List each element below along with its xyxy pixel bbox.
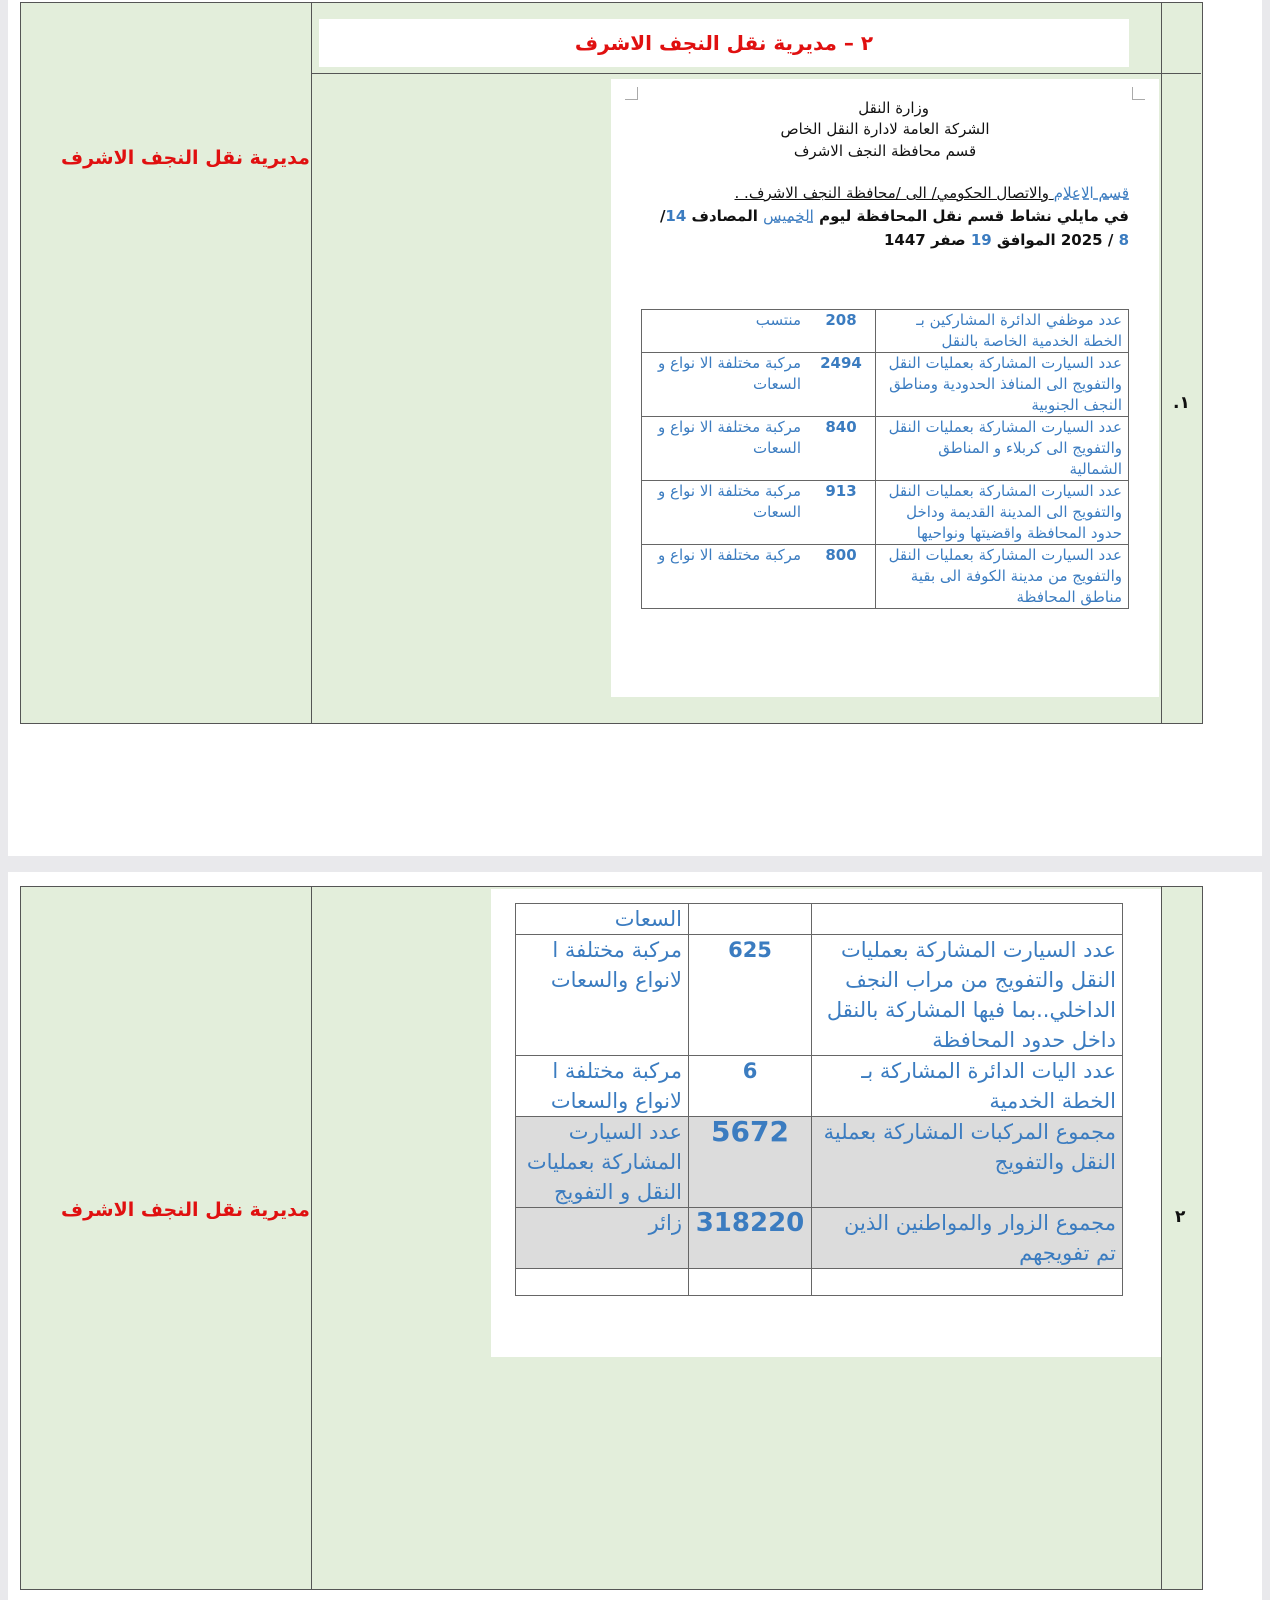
letter-image bbox=[611, 79, 1159, 697]
row-unit: السعات bbox=[516, 904, 689, 935]
row-value: 840 bbox=[807, 417, 876, 481]
row-desc: عدد موظفي الدائرة المشاركين بـ الخطة الخدمية الخاصة بالنقل bbox=[876, 310, 1129, 353]
section-heading: ٢ – مديرية نقل النجف الاشرف bbox=[574, 31, 874, 55]
date-month: 8 bbox=[1118, 231, 1129, 249]
row-desc: عدد السيارت المشاركة بعمليات النقل والتفويج الى المنافذ الحدودية ومناطق النجف الجنوبية bbox=[876, 353, 1129, 417]
row-value: 2494 bbox=[807, 353, 876, 417]
row-value: 913 bbox=[807, 481, 876, 545]
letter-body-line-2 bbox=[884, 231, 1129, 249]
margin-mark bbox=[625, 87, 638, 100]
date-text: / 2025 الموافق bbox=[991, 231, 1119, 249]
column-divider bbox=[311, 887, 312, 1589]
column-divider bbox=[311, 3, 312, 723]
row-unit: عدد السيارت المشاركة بعمليات النقل و التفويج bbox=[516, 1117, 689, 1208]
row-unit: مركبة مختلفة ا لانواع والسعات bbox=[516, 935, 689, 1056]
row-unit: مركبة مختلفة الا نواع و السعات bbox=[642, 481, 808, 545]
body-day-num: 14 bbox=[665, 207, 687, 225]
body-text: في مايلي نشاط قسم نقل المحافظة ليوم bbox=[813, 207, 1129, 225]
body-day: الخميس bbox=[763, 207, 814, 225]
recipient-dept: قسم الاعلام bbox=[1053, 184, 1129, 202]
row-value bbox=[689, 1269, 812, 1296]
row-desc: عدد السيارت المشاركة بعمليات النقل والتفويج من مراب النجف الداخلي..بما فيها المشاركة بالنقل داخل حدود المحافظة bbox=[812, 935, 1123, 1056]
column-divider bbox=[1161, 3, 1162, 723]
row-desc: مجموع الزوار والمواطنين الذين تم تفويجهم bbox=[812, 1208, 1123, 1269]
row-desc: عدد السيارت المشاركة بعمليات النقل والتفويج من مدينة الكوفة الى بقية مناطق المحافظة bbox=[876, 545, 1129, 609]
row-desc bbox=[812, 1269, 1123, 1296]
letter-header-3: قسم محافظة النجف الاشرف bbox=[793, 142, 977, 160]
row-unit: زائر bbox=[516, 1208, 689, 1269]
body-slash: / bbox=[659, 207, 666, 225]
table-row bbox=[516, 1117, 1123, 1208]
activity-table-2 bbox=[515, 903, 1123, 1296]
table-image bbox=[491, 889, 1161, 1357]
table-row bbox=[516, 1269, 1123, 1296]
row-unit: منتسب bbox=[642, 310, 808, 353]
recipient-rest: والاتصال الحكومي/ الى /محافظة النجف الاشرف. . bbox=[734, 184, 1054, 202]
table-row bbox=[642, 545, 1129, 609]
table-row bbox=[642, 353, 1129, 417]
row-unit: مركبة مختلفة ا لانواع والسعات bbox=[516, 1056, 689, 1117]
margin-mark bbox=[1132, 87, 1145, 100]
hijri-day: 19 bbox=[970, 231, 992, 249]
page-1 bbox=[8, 0, 1262, 856]
body-text: المصادف bbox=[686, 207, 764, 225]
table-row bbox=[516, 1056, 1123, 1117]
row-value: 625 bbox=[689, 935, 812, 1056]
row-desc bbox=[812, 904, 1123, 935]
letter-header-2: الشركة العامة لادارة النقل الخاص bbox=[780, 120, 990, 138]
row-value: 208 bbox=[807, 310, 876, 353]
side-label: مديرية نقل النجف الاشرف bbox=[61, 1199, 310, 1221]
hijri-text: صفر 1447 bbox=[884, 231, 971, 249]
row-desc: عدد السيارت المشاركة بعمليات النقل والتفويج الى المدينة القديمة وداخل حدود المحافظة واقضيتها ونواحيها bbox=[876, 481, 1129, 545]
report-frame-1 bbox=[20, 2, 1203, 724]
row-value: 318220 bbox=[689, 1208, 812, 1269]
table-row bbox=[642, 481, 1129, 545]
row-value: 800 bbox=[807, 545, 876, 609]
row-value: 5672 bbox=[689, 1117, 812, 1208]
row-unit: مركبة مختلفة الا نواع و السعات bbox=[642, 353, 808, 417]
page-2 bbox=[8, 872, 1262, 1600]
letter-recipient bbox=[735, 184, 1129, 202]
table-row bbox=[642, 417, 1129, 481]
row-desc: مجموع المركبات المشاركة بعملية النقل والتفويج bbox=[812, 1117, 1123, 1208]
table-row bbox=[516, 935, 1123, 1056]
row-value bbox=[689, 904, 812, 935]
table-row bbox=[516, 1208, 1123, 1269]
row-divider bbox=[311, 73, 1201, 74]
side-label: مديرية نقل النجف الاشرف bbox=[61, 147, 310, 169]
row-desc: عدد السيارت المشاركة بعمليات النقل والتفويج الى كربلاء و المناطق الشمالية bbox=[876, 417, 1129, 481]
heading-box bbox=[319, 19, 1129, 67]
table-row bbox=[516, 904, 1123, 935]
row-unit: مركبة مختلفة الا نواع و السعات bbox=[642, 417, 808, 481]
report-frame-2 bbox=[20, 886, 1203, 1590]
column-divider bbox=[1161, 887, 1162, 1589]
row-unit bbox=[516, 1269, 689, 1296]
table-row bbox=[642, 310, 1129, 353]
row-number: .١ bbox=[1173, 393, 1190, 413]
row-desc: عدد اليات الدائرة المشاركة بـ الخطة الخدمية bbox=[812, 1056, 1123, 1117]
row-number: ٢ bbox=[1175, 1207, 1186, 1227]
activity-table-1 bbox=[641, 309, 1129, 609]
letter-body-line-1 bbox=[660, 207, 1129, 225]
row-value: 6 bbox=[689, 1056, 812, 1117]
letter-header-1: وزارة النقل bbox=[858, 99, 929, 117]
row-unit: مركبة مختلفة الا نواع و bbox=[642, 545, 808, 609]
